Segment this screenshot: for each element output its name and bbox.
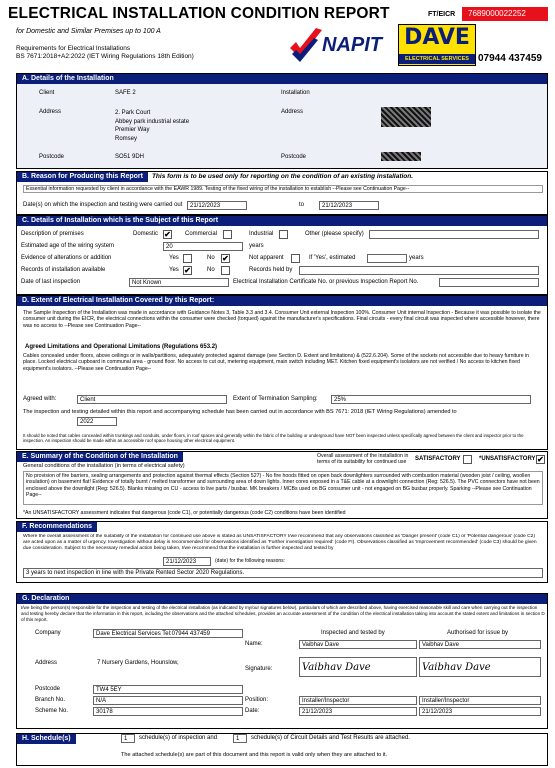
agreed-field[interactable]: Client [77,395,227,404]
inspection-schedules-label: schedule(s) of inspection and [139,735,218,741]
domestic-checkbox[interactable]: ✔ [164,230,171,239]
industrial-label: Industrial [249,231,274,237]
previous-report-label: Electrical Installation Certificate No. or previous Inspection Report No. [233,279,419,285]
other-field[interactable] [369,230,539,239]
unsatisfactory-note: *An UNSATISFACTORY assessment indicates that dangerous (code C1), or potentially dangerous (code C2) conditions have been identified [23,510,346,516]
requirements: Requirements for Electrical Installations BS 7671:2018+A2:2022 (IET Wiring Regulations 18th Edition) [16,45,194,60]
subtitle: for Domestic and Similar Premises up to 100 A [16,28,161,35]
unsatisfactory-label: *UNSATISFACTORY [479,456,536,462]
reason-text: Essential information requested by client in accordance with the EAWR 1989. Testing of the fixed wiring of the installation to establish --Please see Continuation Page-- [23,185,543,193]
inspector-position[interactable]: Installer/Inspector [299,696,417,705]
rec-yes-label: Yes [169,267,179,273]
installation-label: Installation [281,90,310,96]
branch-field[interactable]: N/A [93,696,243,705]
if-yes-label: If 'Yes', estimated [309,255,356,261]
not-apparent-checkbox[interactable] [291,254,300,263]
inspected-by-label: Inspected and tested by [321,630,385,636]
postcode-value: SO51 9DH [115,154,145,160]
dates-label: Date(s) on which the inspection and testing were carried out [23,202,183,208]
section-f [16,521,548,583]
section-a-title: A. Details of the Installation [17,74,119,84]
reason-field[interactable]: 3 years to next inspection in line with the Private Rented Sector 2020 Regulations. [23,568,543,578]
note-text: It should be noted that cables concealed within trunkings and conduits, under floors, in roof spaces and generally within the fabric of the building or underground have NOT been inspected unless specifically agreed between the client and inspector prior to the inspection. An inspection should be made within an accessible roof space housing other electrical equipment. [23,433,524,444]
limitations-text: Cables concealed under floors, above ceilings or in walls/partitions, adequately protected against damage (see Section D. Extent and limitations) & (522.6.204). Some of the sockets not accessible due to heavy furniture in place. Locked electrical cupboard in communal area - ground floor. No access to cut out, metering equipment, main switch including MET. Kitchen fixed equipment's isolators are not verified / No access to kitchen fixed equipment's isolators. --Please see Continuation Page-- [23,353,530,372]
agreed-label: Agreed with: [23,396,57,402]
company-field[interactable]: Dave Electrical Services Tel:07944 437459 [93,629,243,638]
amend-year[interactable]: 2022 [77,417,117,426]
commercial-checkbox[interactable] [223,230,232,239]
section-c-title: C. Details of Installation which is the Subject of this Report [17,216,223,226]
section-d [16,295,548,450]
estimated-years-field[interactable] [367,254,407,263]
section-e-title: E. Summary of the Condition of the Installation [17,452,183,462]
section-g [16,593,548,729]
branch-label: Branch No. [35,697,66,703]
section-a [16,73,548,169]
inspection-schedules-count[interactable]: 1 [121,734,135,743]
company-address: 7 Nursery Gardens, Hounslow, [97,660,179,666]
napit-logo [288,26,398,64]
company-postcode[interactable]: TW4 5EY [93,685,243,694]
section-f-title: F. Recommendations [17,522,97,532]
records-held-field[interactable] [299,266,539,275]
installation-address-label: Address [281,109,304,115]
section-b-title: B. Reason for Producing this Report [17,172,148,182]
rec-no-checkbox[interactable] [221,266,230,275]
installation-postcode-label: Postcode [281,154,307,160]
commercial-label: Commercial [185,231,218,237]
authorised-by-label: Authorised for issue by [447,630,509,636]
cert-number: 7689000022252 [462,7,548,21]
alt-yes-checkbox[interactable] [183,254,192,263]
authoriser-position[interactable]: Installer/Inspector [419,696,541,705]
not-apparent-label: Not apparent [249,255,284,261]
satisfactory-checkbox[interactable] [463,455,472,464]
age-label: Estimated age of the wiring system [21,243,115,249]
alt-no-label: No [207,255,215,261]
section-g-title: G. Declaration [17,594,74,604]
inspector-signature[interactable]: Vaibhav Dave [299,657,417,677]
cert-label: FT/EICR [428,11,456,18]
schedules-note: The attached schedule(s) are part of this document and this report is valid only when they are attached to it. [121,752,388,758]
phone-number: 07944 437459 [478,53,542,64]
date-from[interactable]: 21/12/2023 [187,201,247,210]
rec-no-label: No [207,267,215,273]
dave-logo: DAVE ELECTRICAL SERVICES [398,24,476,66]
section-b [16,171,548,215]
satisfactory-label: SATISFACTORY [415,456,461,462]
section-h [16,733,548,766]
industrial-checkbox[interactable] [279,230,288,239]
section-c [16,215,548,295]
authoriser-signature[interactable]: Vaibhav Dave [419,657,541,677]
other-label: Other (please specify) [305,231,364,237]
domestic-label: Domestic [133,231,159,237]
date-reason-label: (date) for the following reasons: [215,558,286,564]
section-e [16,451,548,519]
scheme-label: Scheme No. [35,708,69,714]
company-label: Company [35,630,61,636]
authoriser-date[interactable]: 21/12/2023 [419,707,541,716]
postcode-label: Postcode [39,154,65,160]
date-to-label: to [299,202,305,208]
general-conditions-label: General conditions of the installation (in terms of electrical safety) [23,463,185,469]
date-to[interactable]: 21/12/2023 [319,201,379,210]
position-label: Position: [245,697,269,703]
termination-field[interactable]: 25% [331,395,531,404]
unsatisfactory-checkbox[interactable]: ✔ [537,455,544,464]
napit-tick-icon [288,26,324,64]
inspector-name[interactable]: Vaibhav Dave [299,640,417,649]
client-label: Client [39,90,55,96]
redacted-address [381,107,431,127]
inspector-date[interactable]: 21/12/2023 [299,707,417,716]
section-b-intro: This form is to be used only for reporting on the condition of an existing installation. [148,172,547,182]
extent-text: The Sample Inspection of the Installation was made in accordance with Guidance Notes 3, Table 3.3 and 3.4. Consumer Unit external Inspection 100%. Consumer Unit internal Inspection - Because it was possible to isolate the consumer unit during the EICR, the electrical connections within the consumer were checked (torqued) against the manufacturer's specifications. Final circuits - every final circuit was inspected where accessible however, there was no access to --Please see Continuation Page-- [23,310,541,329]
next-inspection-date[interactable]: 21/12/2023 [163,557,211,566]
amend-text: The inspection and testing detailed within this report and accompanying schedule has been carried out in accordance with BS 7671: 2018 (IET Wiring Regulations) amended to [23,409,457,415]
records-label: Records of installation available [21,267,106,273]
section-d-title: D. Extent of Electrical Installation Covered by this Report: [17,296,219,306]
signature-label: Signature: [245,666,273,672]
records-held-label: Records held by [249,267,293,273]
authoriser-name[interactable]: Vaibhav Dave [419,640,541,649]
age-field[interactable]: 20 [163,242,243,251]
alt-no-checkbox[interactable]: ✔ [222,254,229,263]
last-inspection-field[interactable]: Not Known [129,278,229,287]
rec-yes-checkbox[interactable]: ✔ [184,266,191,275]
report-title: ELECTRICAL INSTALLATION CONDITION REPORT [8,5,390,22]
last-inspection-label: Date of last inspection [21,279,81,285]
summary-text: No provision of fire barriers, sealing arrangements and protection against thermal effects (Section 527) - No fire hoods fitted on open back downlighters surrounded with combustion material (wooden joist / ceiling, woollen insulation) on basement flat! Evidence of totally burnt / melted transformer and surrounding area of down lights. Inner cores exposed in a T&E cable at a downlight connection (Reg: 526.5). The PVC connectors have not been enclosed above the downlight (Reg: 526.5). Blanks missing on CU - access to live parts / busbar. MK breakers / MCBs used on BG consumer unit - not engaged on BG busbar properly. Sparking --Please see Continuation Page-- [23,471,543,505]
limitations-title: Agreed Limitations and Operational Limitations (Regulations 653.2) [25,344,218,350]
alt-yes-label: Yes [169,255,179,261]
overall-assessment-label: Overall assessment of the installation in terms of its suitability for continued use [317,453,409,466]
years-label-2: years [409,255,424,261]
premises-label: Description of premises [21,231,84,237]
name-label: Name: [245,641,263,647]
redacted-postcode [381,152,421,161]
declaration-text: I/we being the person(s) responsible for the inspection and testing of the electrical installation (as indicated by my/our signatures below), particulars of which are described above, having exercised reasonable skill and care when carrying out the inspection and testing hereby declare that the information in this report, including the observations and the attached schedules, provides an accurate assessment of the condition of the electrical installation taking into account the stated extent and limitations in section D of this report. [21,605,545,622]
address-label: Address [39,109,62,115]
recommendation-text: Where the overall assessment of the suitability of the installation for continued use above is stated as UNSATISFACTORY I/we recommend that any observations classified as 'Danger present' (code C1) or 'Potential dangerous' (code C2) are acted upon as a matter of urgency. Investigation without delay is recommended for observations identified as 'Further investigation required' (code FI). Observations classified as 'Improvement recommended' (code C3) should be given due consideration. Subject to the necessary remedial action being taken, I/we recommend that the installation is further inspected and tested by [23,534,537,551]
postcode-label-g: Postcode [35,686,61,692]
client-value: SAFE 2 [115,90,136,96]
address-label-g: Address [35,660,58,666]
alterations-label: Evidence of alterations or addition [21,255,112,261]
previous-report-field[interactable] [439,278,539,287]
scheme-field[interactable]: 30178 [93,707,243,716]
section-h-title: H. Schedule(s) [17,734,76,744]
termination-label: Extent of Termination Sampling: [233,396,318,402]
years-label: years [249,243,264,249]
napit-text: NAPIT [322,34,382,56]
test-schedules-count[interactable]: 1 [233,734,247,743]
test-schedules-label: schedule(s) of Circuit Details and Test Results are attached. [251,735,410,741]
client-address: 2. Park Court Abbey park industrial estate Premier Way Romsey [115,110,190,142]
date-label-g: Date: [245,708,260,714]
